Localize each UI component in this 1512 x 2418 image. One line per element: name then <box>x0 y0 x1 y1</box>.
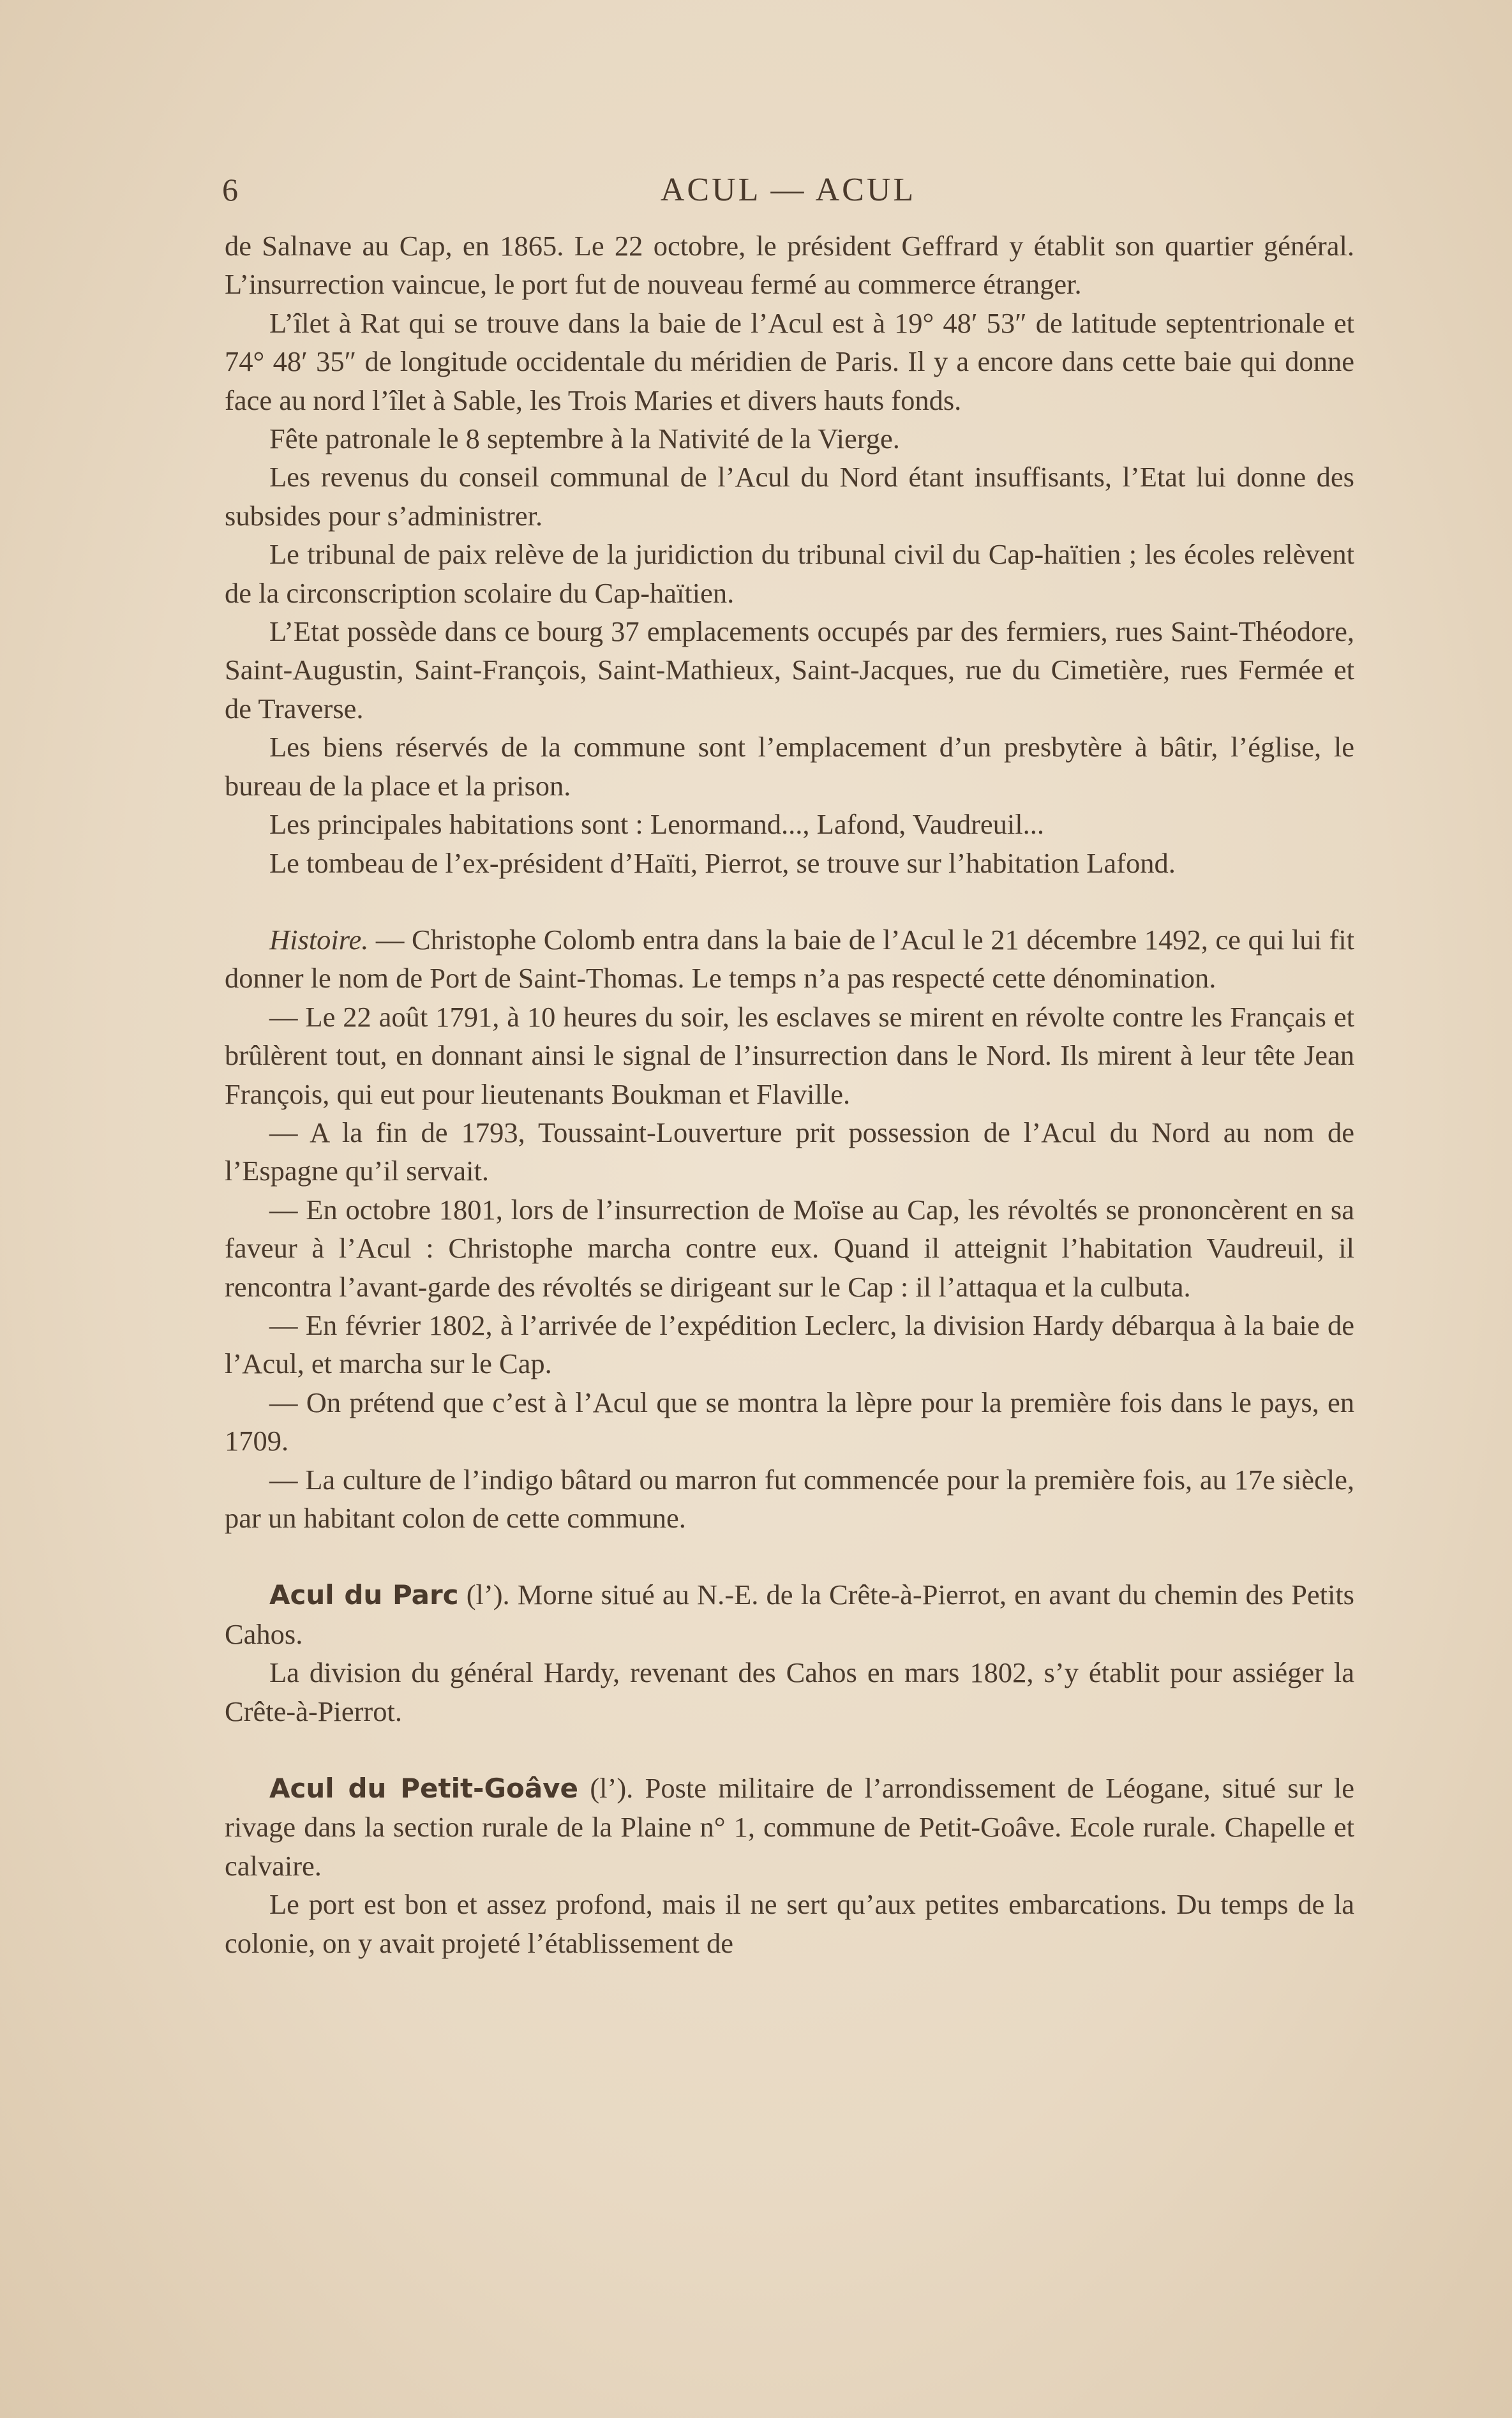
entry-text: Poste militaire de l’arrondissement de Léogane, situé sur le rivage dans la section rurale de la Plaine n° 1, commune de Petit-Goâve. Ecole rurale. Chapelle et calvaire. <box>225 1772 1354 1882</box>
entry-title: Acul du Petit-Goâve <box>269 1773 579 1805</box>
paragraph: L’Etat possède dans ce bourg 37 emplacements occupés par des fermiers, rues Saint-Théodore, Saint-Augustin, Saint-François, Saint-Mathieux, Saint-Jacques, rue du Cimetière, rues Fermée et de Traverse. <box>225 615 1354 725</box>
body-text <box>225 227 1354 1962</box>
entry-title: Acul du Parc <box>269 1579 459 1611</box>
entry-acul-du-petit-goave <box>225 1769 1354 1885</box>
page-number: 6 <box>222 172 239 207</box>
history-intro-text: — Christophe Colomb entra dans la baie de l’Acul le 21 décembre 1492, ce qui lui fit donner le nom de Port de Saint-Thomas. Le temps n’a pas respecté cette dénomination. <box>225 923 1354 995</box>
history-item: — Le 22 août 1791, à 10 heures du soir, les esclaves se mirent en révolte contre les Français et brûlèrent tout, en donnant ainsi le signal de l’insurrection dans le Nord. Ils mirent à leur tête Jean François, qui eut pour lieutenants Boukman et Flaville. <box>225 1000 1354 1110</box>
paragraph: Le tombeau de l’ex-président d’Haïti, Pierrot, se trouve sur l’habitation Lafond. <box>269 846 1176 879</box>
history-item: — En février 1802, à l’arrivée de l’expédition Leclerc, la division Hardy débarqua à la baie de l’Acul, et marcha sur le Cap. <box>225 1309 1354 1380</box>
paragraph: Les principales habitations sont : Lenormand..., Lafond, Vaudreuil... <box>269 808 1044 841</box>
entry-text: Morne situé au N.-E. de la Crête-à-Pierrot, en avant du chemin des Petits Cahos. <box>225 1579 1354 1650</box>
entry-paragraph: Le port est bon et assez profond, mais il ne sert qu’aux petites embarcations. Du temps de la colonie, on y avait projeté l’établissement de <box>225 1888 1354 1959</box>
paragraph: Le tribunal de paix relève de la juridiction du tribunal civil du Cap-haïtien ; les écoles relèvent de la circonscription scolaire du Cap-haïtien. <box>225 538 1354 609</box>
running-head: ACUL — ACUL <box>660 172 917 208</box>
entry-paragraph: La division du général Hardy, revenant des Cahos en mars 1802, s’y établit pour assiéger la Crête-à-Pierrot. <box>225 1656 1354 1727</box>
entry-acul-du-parc <box>225 1575 1354 1653</box>
history-item: — On prétend que c’est à l’Acul que se montra la lèpre pour la première fois dans le pays, en 1709. <box>225 1386 1354 1457</box>
page-header <box>217 171 1359 216</box>
entry-title-suffix: (l’). <box>458 1579 510 1611</box>
history-intro <box>225 920 1354 998</box>
history-item: — En octobre 1801, lors de l’insurrection de Moïse au Cap, les révoltés se prononcèrent en sa faveur à l’Acul : Christophe marcha contre eux. Quand il atteignit l’habitation Vaudreuil, il rencontra l’avant-garde des révoltés se dirigeant sur le Cap : il l’attaqua et la culbuta. <box>225 1193 1354 1303</box>
history-label: Histoire. <box>269 923 369 956</box>
entry-title-suffix: (l’). <box>578 1772 634 1805</box>
history-item: — A la fin de 1793, Toussaint-Louverture prit possession de l’Acul du Nord au nom de l’Espagne qu’il servait. <box>225 1116 1354 1187</box>
paragraph: Les revenus du conseil communal de l’Acul du Nord étant insuffisants, l’Etat lui donne des subsides pour s’administrer. <box>225 461 1354 532</box>
paragraph: L’îlet à Rat qui se trouve dans la baie de l’Acul est à 19° 48′ 53″ de latitude septentrionale et 74° 48′ 35″ de longitude occidentale du méridien de Paris. Il y a encore dans cette baie qui donne face au nord l’îlet à Sable, les Trois Maries et divers hauts fonds. <box>225 306 1354 416</box>
paragraph: Les biens réservés de la commune sont l’emplacement d’un presbytère à bâtir, l’église, le bureau de la place et la prison. <box>225 731 1354 802</box>
paragraph: Fête patronale le 8 septembre à la Nativité de la Vierge. <box>269 423 900 455</box>
paragraph: de Salnave au Cap, en 1865. Le 22 octobre, le président Geffrard y établit son quartier général. L’insurrection vaincue, le port fut de nouveau fermé au commerce étranger. <box>225 230 1354 301</box>
history-item: — La culture de l’indigo bâtard ou marron fut commencée pour la première fois, au 17e siècle, par un habitant colon de cette commune. <box>225 1463 1354 1534</box>
